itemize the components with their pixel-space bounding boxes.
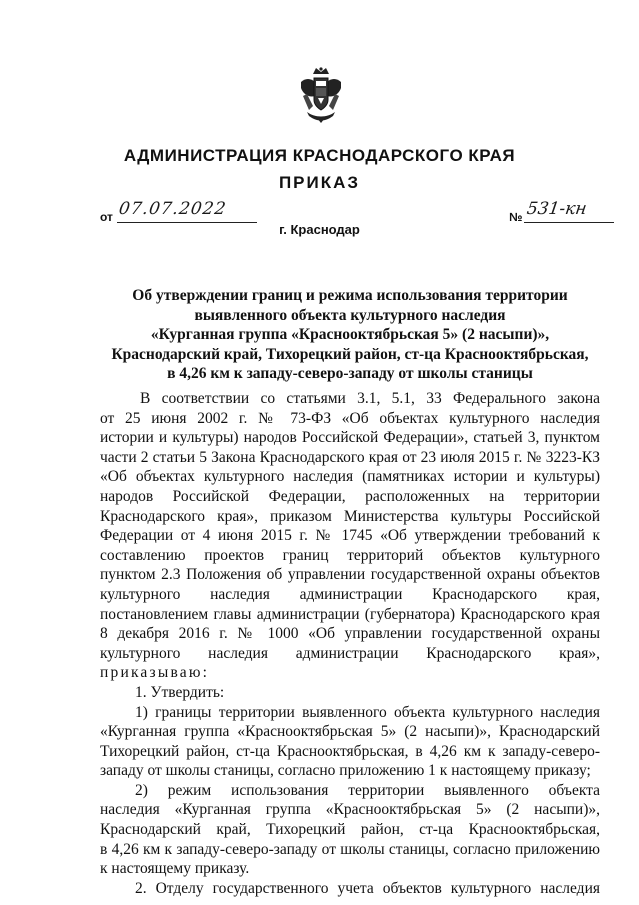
body-line: «Курганная группа «Краснооктябрьская 5» (2 насыпи)», Краснодарский — [100, 723, 600, 741]
date-prefix: от — [100, 210, 113, 224]
body-line: от 25 июня 2002 г. № 73-ФЗ «Об объектах культурного наследия — [100, 409, 600, 427]
body-line: «Об объектах культурного наследия (памятниках истории и культуры) — [100, 468, 600, 486]
title-line: выявленного объекта культурного наследия — [194, 306, 506, 324]
body-line: Федерации от 4 июня 2015 г. № 1745 «Об утверждении требований к — [100, 527, 600, 545]
body-line: культурного наследия администрации Краснодарского края, — [100, 585, 600, 603]
body-line: составлению проектов границ территорий объектов культурного — [100, 546, 600, 564]
document-title — [100, 286, 600, 384]
title-line: Об утверждении границ и режима использования территории — [132, 287, 568, 304]
body-line: постановлением главы администрации (губернатора) Краснодарского края — [100, 605, 600, 623]
body-line: наследия «Курганная группа «Краснооктябрьская 5» (2 насыпи)», — [100, 801, 600, 819]
handwritten-date: 07.07.2022 — [117, 199, 228, 219]
body-line: к настоящему приказу. — [100, 860, 250, 878]
title-line: в 4,26 км к западу-северо-западу от школы станицы — [167, 365, 533, 382]
body-line: народов Российской Федерации, расположенных на территории — [100, 487, 600, 505]
body-line: Краснодарский край, Тихорецкий район, ст-ца Краснооктябрьская, — [100, 821, 600, 839]
body-line: приказываю: — [100, 664, 210, 682]
body-line: 1. Утвердить: — [135, 683, 225, 701]
body-line: 1) границы территории выявленного объекта культурного наследия — [135, 703, 600, 721]
body-line: Краснодарского края», приказом Министерства культуры Российской — [100, 507, 600, 525]
body-line: 8 декабря 2016 г. № 1000 «Об управлении государственной охраны — [100, 625, 600, 643]
body-line: западу от школы станицы, согласно приложению 1 к настоящему приказу; — [100, 762, 591, 780]
number-prefix: № — [509, 210, 523, 224]
body-line: Тихорецкий район, ст-ца Краснооктябрьская, в 4,26 км к западу-северо- — [100, 742, 600, 760]
body-line: 2. Отделу государственного учета объектов культурного наследия — [135, 879, 600, 897]
body-line: пунктом 2.3 Положения об управлении государственной охраны объектов — [100, 566, 600, 584]
title-line: Краснодарский край, Тихорецкий район, ст-ца Краснооктябрьская, — [111, 345, 589, 363]
title-line: «Курганная группа «Краснооктябрьская 5» (2 насыпи)», — [150, 326, 550, 343]
body-line: 2) режим использования территории выявленного объекта — [135, 781, 600, 799]
body-line: в 4,26 км к западу-северо-западу от школы станицы, согласно приложению — [100, 840, 600, 858]
body-line: культурного наследия администрации Краснодарского края», — [100, 644, 600, 662]
krasnodar-krai-coat-of-arms-icon — [297, 66, 345, 124]
organization-name: АДМИНИСТРАЦИЯ КРАСНОДАРСКОГО КРАЯ — [123, 146, 516, 165]
body-line: истории и культуры) народов Российской Федерации», статьей 3, пунктом — [100, 429, 600, 447]
body-line: В соответствии со статьями 3.1, 5.1, 33 Федерального закона — [140, 390, 600, 407]
document-type: ПРИКАЗ — [278, 173, 361, 192]
document-body — [100, 389, 600, 898]
city-name: г. Краснодар — [279, 222, 360, 237]
body-line: части 2 статьи 5 Закона Краснодарского края от 23 июля 2015 г. № 3223-КЗ — [100, 448, 600, 466]
handwritten-number: 531-кн — [525, 199, 588, 219]
